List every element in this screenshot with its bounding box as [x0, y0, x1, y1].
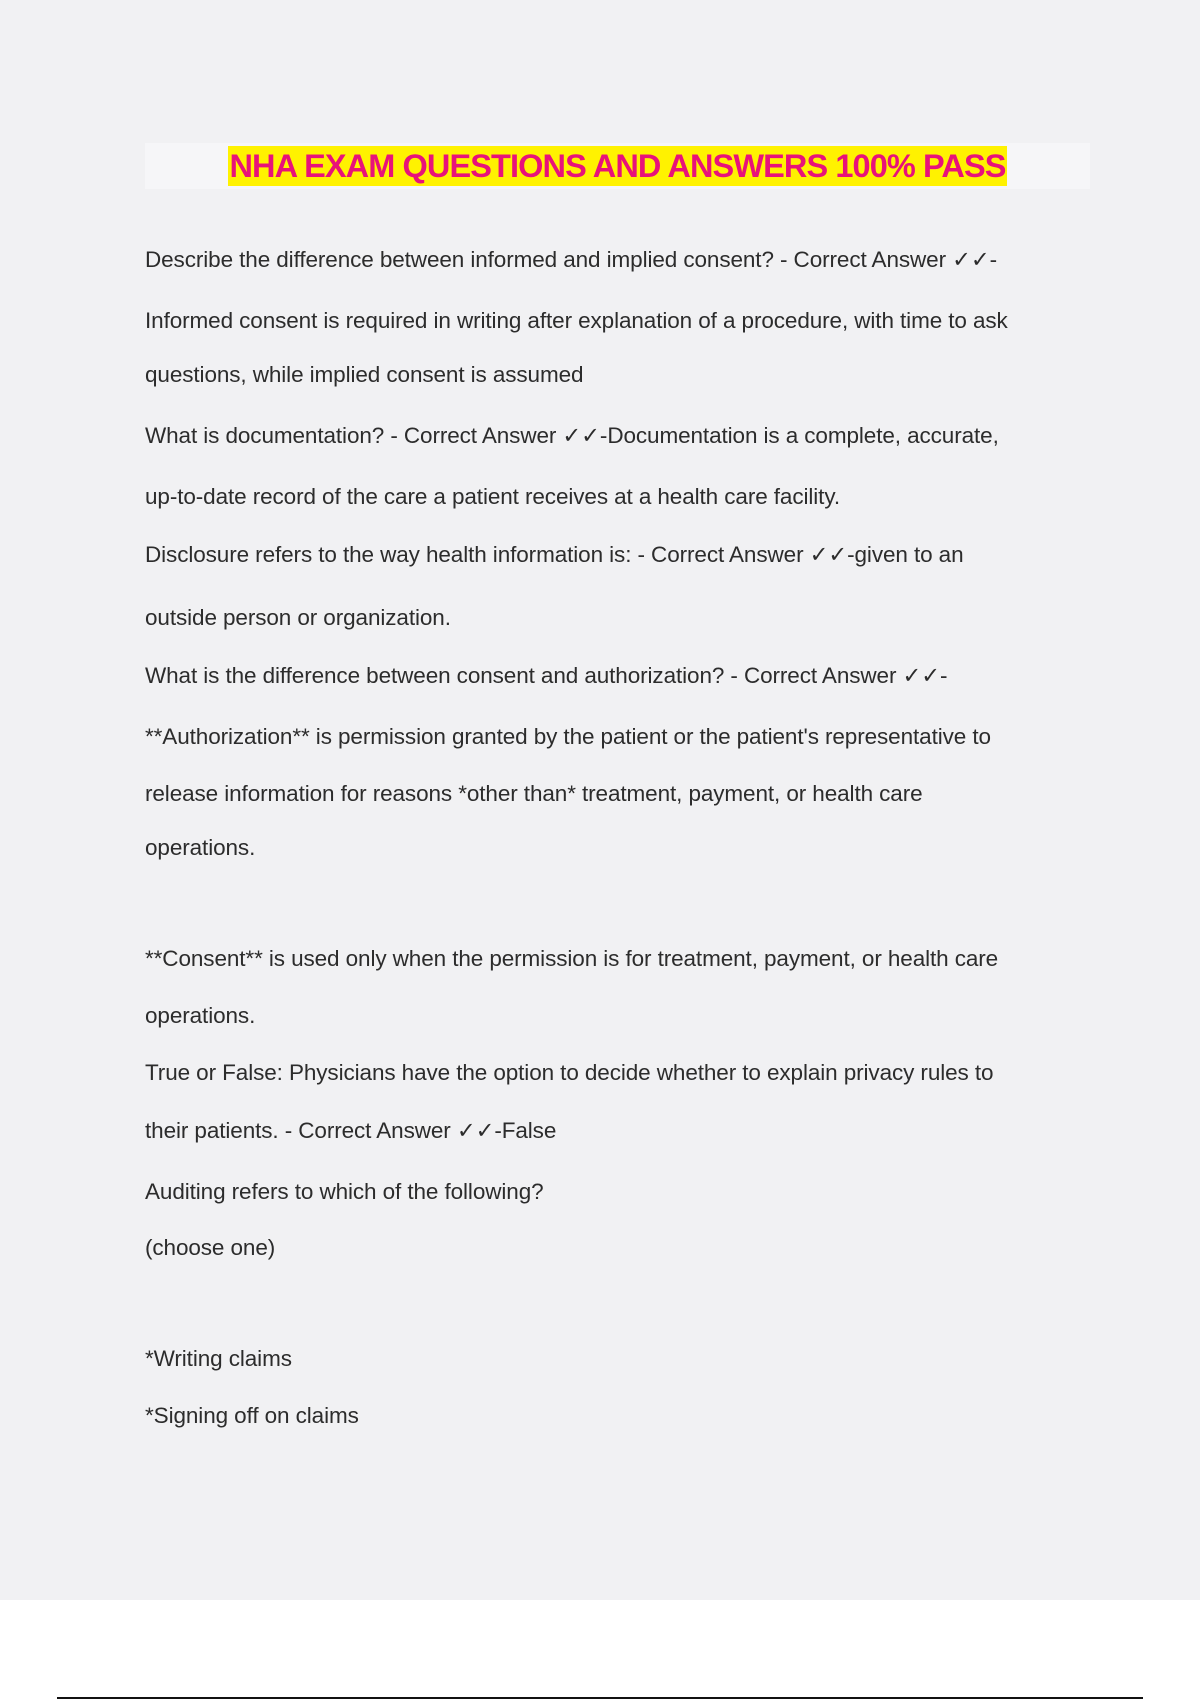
- title-block: [145, 143, 1090, 189]
- answer-1-line-2: questions, while implied consent is assumed: [145, 362, 584, 387]
- answer-5: their patients. - Correct Answer ✓✓-False: [145, 1118, 557, 1143]
- option-1: *Writing claims: [145, 1346, 292, 1371]
- answer-1-line-1: Informed consent is required in writing after explanation of a procedure, with time to ask: [145, 308, 1008, 333]
- answer-4-line-3: operations.: [145, 835, 256, 860]
- option-2: *Signing off on claims: [145, 1403, 359, 1428]
- answer-4-line-5: operations.: [145, 1003, 256, 1028]
- question-3: Disclosure refers to the way health information is: - Correct Answer ✓✓-given to an: [145, 542, 964, 567]
- question-6: Auditing refers to which of the following?: [145, 1179, 544, 1204]
- question-6-instruction: (choose one): [145, 1235, 276, 1260]
- footer-divider: [57, 1697, 1143, 1699]
- answer-2: up-to-date record of the care a patient receives at a health care facility.: [145, 484, 840, 509]
- answer-4-line-1: **Authorization** is permission granted by the patient or the patient's representative to: [145, 724, 991, 749]
- question-2: What is documentation? - Correct Answer ✓✓-Documentation is a complete, accurate,: [145, 423, 999, 448]
- question-1: Describe the difference between informed and implied consent? - Correct Answer ✓✓-: [145, 247, 998, 272]
- question-5: True or False: Physicians have the option to decide whether to explain privacy rules to: [145, 1060, 994, 1085]
- answer-3: outside person or organization.: [145, 605, 451, 630]
- document-title: NHA EXAM QUESTIONS AND ANSWERS 100% PASS: [229, 148, 1006, 184]
- answer-4-line-2: release information for reasons *other than* treatment, payment, or health care: [145, 781, 923, 806]
- question-4: What is the difference between consent and authorization? - Correct Answer ✓✓-: [145, 663, 948, 688]
- answer-4-line-4: **Consent** is used only when the permission is for treatment, payment, or health care: [145, 946, 999, 971]
